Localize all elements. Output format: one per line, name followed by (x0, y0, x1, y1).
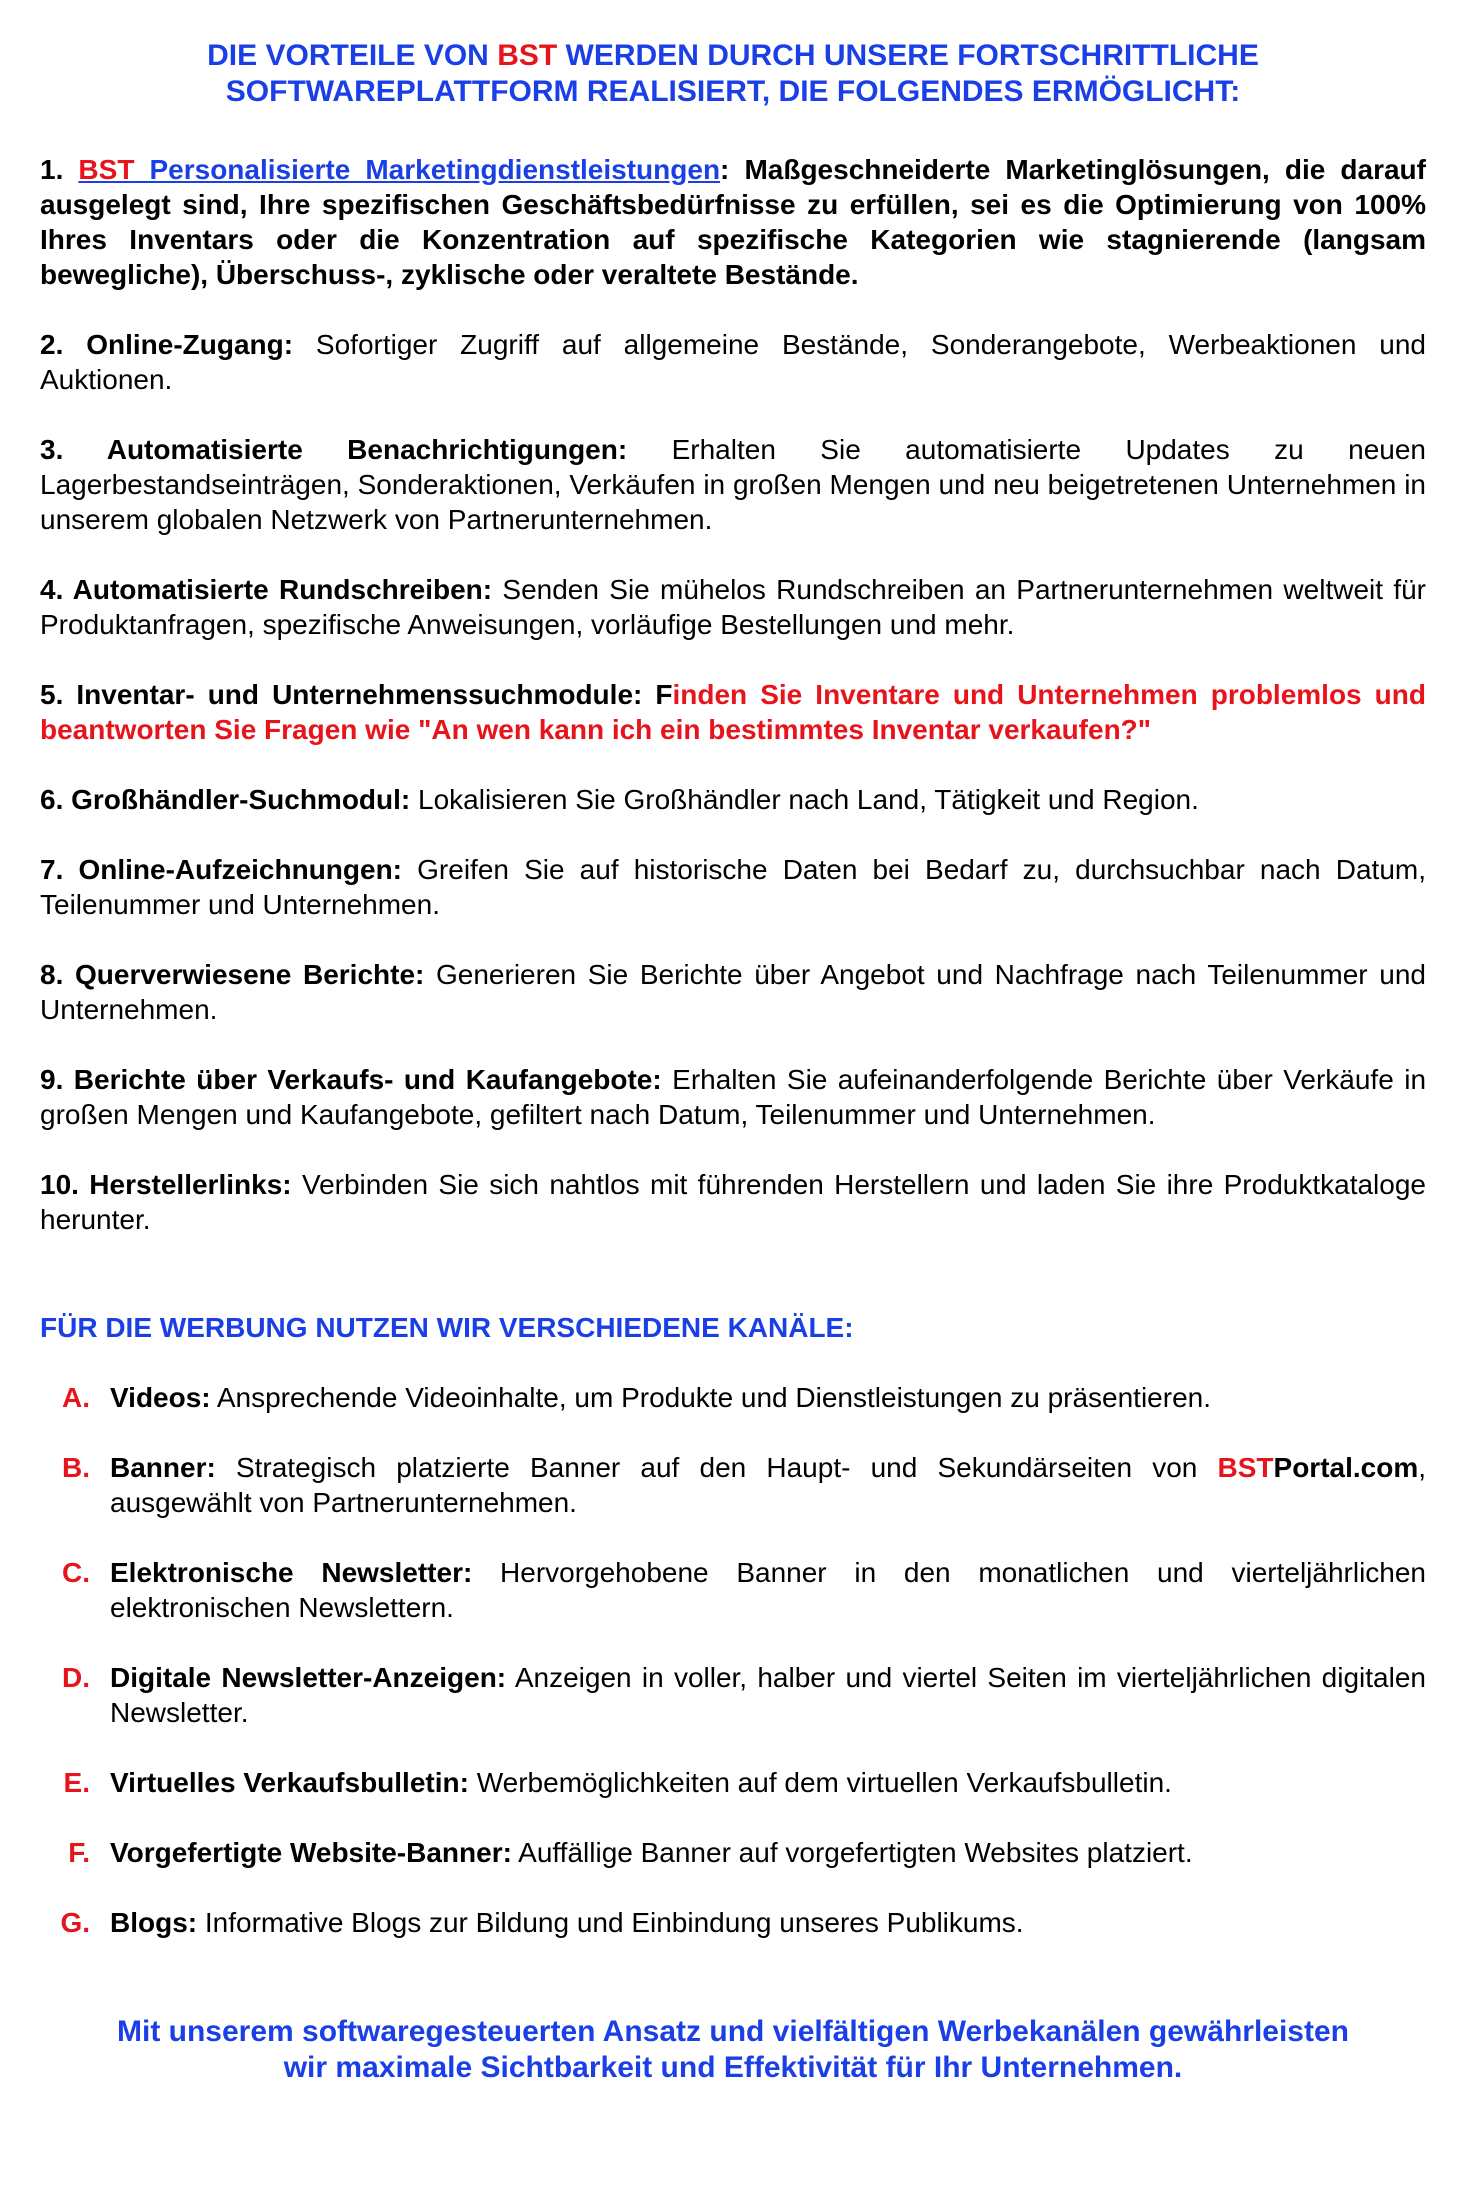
channel-text (110, 1765, 1426, 1800)
channel-item-c (40, 1555, 1426, 1625)
channel-description-cont: , ausgewählt von Partnerunternehmen. (110, 1452, 1426, 1518)
channel-text (110, 1450, 1426, 1520)
channel-text (110, 1905, 1426, 1940)
channel-letter: G. (60, 1907, 90, 1938)
channels-heading: FÜR DIE WERBUNG NUTZEN WIR VERSCHIEDENE KANÄLE: (40, 1312, 854, 1343)
benefit-item-3 (40, 432, 1426, 537)
title-text: WERDEN DURCH UNSERE FORTSCHRITTLICHE (557, 39, 1259, 72)
channel-description: Hervorgehobene Banner in den monatlichen und vierteljährlichen elektronischen Newslettern. (110, 1557, 1427, 1623)
benefit-label: 3. Automatisierte Benachrichtigungen: (40, 434, 628, 465)
benefit-label: 10. Herstellerlinks: (40, 1169, 292, 1200)
channel-text (110, 1555, 1426, 1625)
benefit-text-highlight: inden Sie Inventare und Unternehmen problemlos und beantworten Sie Fragen wie "An wen kann ich ein bestimmtes Inventar verkaufen?" (40, 679, 1426, 745)
channel-item-a (40, 1380, 1426, 1415)
benefit-item-2 (40, 327, 1426, 397)
channel-letter: C. (62, 1557, 90, 1588)
channel-item-d (40, 1660, 1426, 1730)
benefit-label: 4. Automatisierte Rundschreiben: (40, 574, 493, 605)
channel-label: Vorgefertigte Website-Banner: (110, 1837, 512, 1868)
benefit-item-1 (40, 152, 1426, 292)
channel-item-f (40, 1835, 1426, 1870)
channel-letter: B. (62, 1452, 90, 1483)
channel-text (110, 1660, 1426, 1730)
closing-line-1: Mit unserem softwaregesteuerten Ansatz und vielfältigen Werbekanälen gewährleisten (117, 2015, 1349, 2048)
closing-statement (40, 2014, 1426, 2086)
benefit-label: 2. Online-Zugang: (40, 329, 294, 360)
portal-brand: BST (1217, 1452, 1274, 1483)
benefit-item-4 (40, 572, 1426, 642)
channels-list (40, 1380, 1426, 1940)
benefit-label: 8. Querverwiesene Berichte: (40, 959, 425, 990)
benefit-label: 5. Inventar- und Unternehmenssuchmodule: F (40, 679, 673, 710)
benefit-text: Verbinden Sie sich nahtlos mit führenden Herstellern und laden Sie ihre Produktkataloge herunter. (40, 1169, 1426, 1235)
title-text: DIE VORTEILE VON (207, 39, 498, 72)
channel-description: Strategisch platzierte Banner auf den Haupt- und Sekundärseiten von (215, 1452, 1218, 1483)
title-brand: BST (497, 39, 558, 72)
benefit-text: Maßgeschneiderte Marketinglösungen, die darauf ausgelegt sind, Ihre spezifischen Geschäftsbedürfnisse zu erfüllen, sei es die Optimierung von 100% Ihres Inventars oder die Konzentration auf spezifische Kategorien wie stagnierende (langsam bewegliche), Überschuss-, zyklische oder veraltete Bestände. (40, 154, 1426, 290)
channel-label: Banner: (110, 1452, 216, 1483)
benefit-text: Sofortiger Zugriff auf allgemeine Bestände, Sonderangebote, Werbeaktionen und Auktionen. (40, 329, 1426, 395)
benefit-colon: : (720, 154, 730, 185)
benefit-number: 1. (40, 154, 79, 185)
benefit-label: 9. Berichte über Verkaufs- und Kaufangebote: (40, 1064, 662, 1095)
channel-label: Virtuelles Verkaufsbulletin: (110, 1767, 469, 1798)
benefit-label: 7. Online-Aufzeichnungen: (40, 854, 403, 885)
channel-label: Videos: (110, 1382, 211, 1413)
channel-label: Elektronische Newsletter: (110, 1557, 473, 1588)
channel-text (110, 1380, 1426, 1415)
portal-site: Portal.com (1273, 1452, 1419, 1483)
channel-item-g (40, 1905, 1426, 1940)
benefit-text: Greifen Sie auf historische Daten bei Bedarf zu, durchsuchbar nach Datum, Teilenummer und Unternehmen. (40, 854, 1426, 920)
benefit-item-7 (40, 852, 1426, 922)
channel-item-e (40, 1765, 1426, 1800)
channel-description: Werbemöglichkeiten auf dem virtuellen Verkaufsbulletin. (468, 1767, 1172, 1798)
benefit-item-5 (40, 677, 1426, 747)
benefit-text: Generieren Sie Berichte über Angebot und Nachfrage nach Teilenummer und Unternehmen. (40, 959, 1426, 1025)
benefit-item-6 (40, 782, 1426, 817)
channel-description: Anzeigen in voller, halber und viertel Seiten im vierteljährlichen digitalen Newsletter. (110, 1662, 1426, 1728)
channel-letter: A. (62, 1382, 90, 1413)
channel-text (110, 1835, 1426, 1870)
channel-description: Informative Blogs zur Bildung und Einbindung unseres Publikums. (197, 1907, 1024, 1938)
channel-description: Ansprechende Videoinhalte, um Produkte und Dienstleistungen zu präsentieren. (210, 1382, 1211, 1413)
benefit-text: Lokalisieren Sie Großhändler nach Land, Tätigkeit und Region. (410, 784, 1199, 815)
benefit-text: Erhalten Sie automatisierte Updates zu neuen Lagerbestandseinträgen, Sonderaktionen, Verkäufen in großen Mengen und neu beigetretenen Unternehmen in unserem globalen Netzwerk von Partnerunternehmen. (40, 434, 1426, 535)
channel-label: Digitale Newsletter-Anzeigen: (110, 1662, 507, 1693)
benefit-item-10 (40, 1167, 1426, 1237)
channel-letter: D. (62, 1662, 90, 1693)
marketing-services-link[interactable]: Personalisierte Marketingdienstleistungen (134, 154, 721, 185)
page-title (40, 38, 1426, 110)
channel-description: Auffällige Banner auf vorgefertigten Websites platziert. (511, 1837, 1193, 1868)
channel-letter: F. (68, 1837, 90, 1868)
channel-item-b (40, 1450, 1426, 1520)
benefit-item-8 (40, 957, 1426, 1027)
benefit-text: Erhalten Sie aufeinanderfolgende Berichte über Verkäufe in großen Mengen und Kaufangebote, gefiltert nach Datum, Teilenummer und Unternehmen. (40, 1064, 1427, 1130)
closing-line-2: wir maximale Sichtbarkeit und Effektivität für Ihr Unternehmen. (283, 2051, 1183, 2084)
channel-letter: E. (63, 1767, 90, 1798)
benefit-text: Senden Sie mühelos Rundschreiben an Partnerunternehmen weltweit für Produktanfragen, spezifische Anweisungen, vorläufige Bestellungen und mehr. (40, 574, 1426, 640)
benefit-item-9 (40, 1062, 1426, 1132)
title-line-2: SOFTWAREPLATTFORM REALISIERT, DIE FOLGENDES ERMÖGLICHT: (225, 75, 1241, 108)
title-line-1 (40, 38, 1426, 74)
channel-label: Blogs: (110, 1907, 198, 1938)
benefit-label: 6. Großhändler-Suchmodul: (40, 784, 411, 815)
benefit-brand[interactable]: BST (78, 154, 135, 185)
